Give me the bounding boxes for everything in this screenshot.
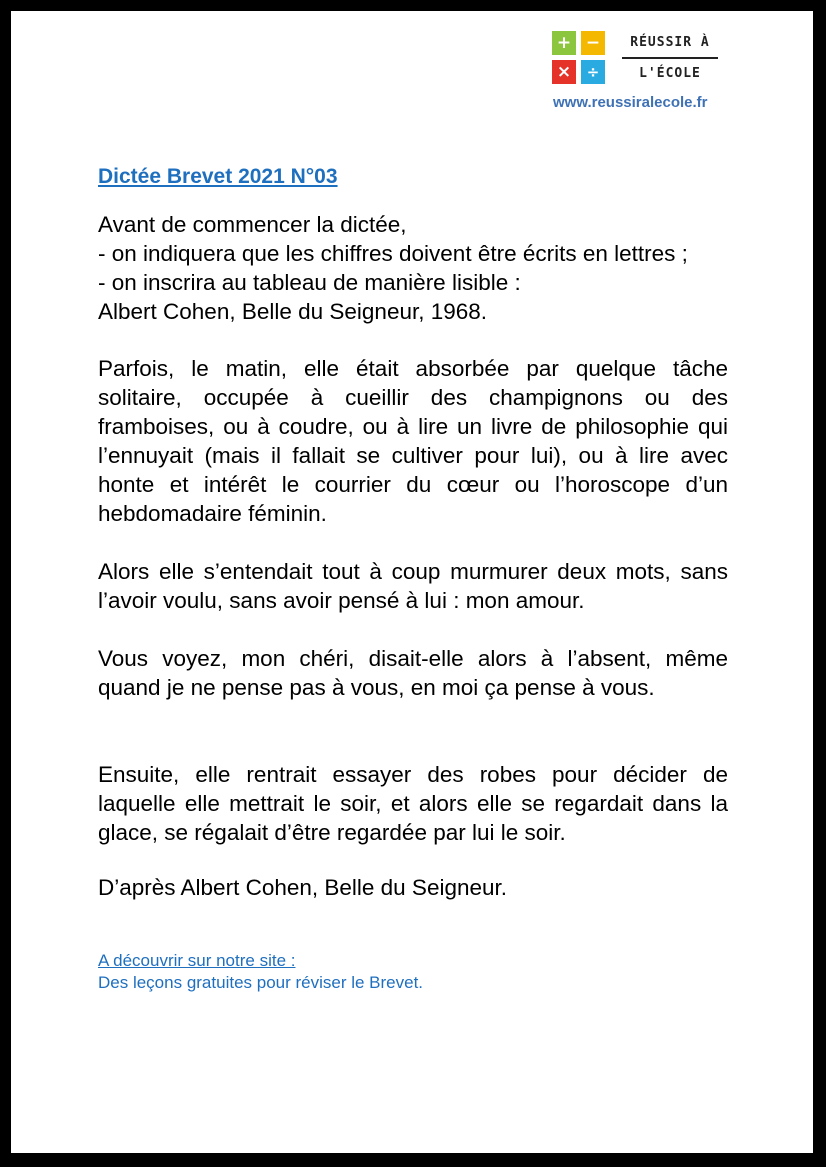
intro-line: Avant de commencer la dictée,	[98, 212, 407, 237]
divide-icon: ÷	[581, 60, 605, 84]
dictation-paragraph: Vous voyez, mon chéri, disait-elle alors à l’absent, même quand je ne pense pas à vous, en moi ça pense à vous.	[98, 646, 728, 700]
minus-icon: −	[581, 31, 605, 55]
brand-line1: RÉUSSIR À	[630, 35, 710, 50]
discover-link[interactable]: A découvrir sur notre site :	[98, 951, 296, 970]
site-url-link[interactable]: www.reussiralecole.fr	[553, 94, 708, 111]
site-logo[interactable]	[552, 31, 752, 113]
multiply-icon: ×	[552, 60, 576, 84]
intro-block	[98, 210, 770, 326]
intro-line: - on inscrira au tableau de manière lisible :	[98, 270, 521, 295]
page-title[interactable]: Dictée Brevet 2021 N°03	[98, 165, 338, 188]
dictation-paragraph: Parfois, le matin, elle était absorbée par quelque tâche solitaire, occupée à cueillir des champignons ou des framboises, ou à coudre, ou à lire un livre de philosophie qui l’ennuyait (mais il fallait se cultiver pour lui), ou à lire avec honte et intérêt le courrier du cœur ou l’horoscope d’un hebdomadaire féminin.	[98, 356, 728, 526]
footer-text: Des leçons gratuites pour réviser le Brevet.	[98, 973, 424, 992]
plus-icon: +	[552, 31, 576, 55]
intro-line: - on indiquera que les chiffres doivent être écrits en lettres ;	[98, 241, 688, 266]
brand-line2: L'ÉCOLE	[639, 66, 701, 81]
logo-tiles	[552, 31, 608, 87]
dictation-paragraph: Alors elle s’entendait tout à coup murmurer deux mots, sans l’avoir voulu, sans avoir pensé à lui : mon amour.	[98, 559, 728, 613]
logo-brand	[622, 33, 718, 84]
brand-divider	[622, 57, 718, 59]
document-page	[11, 11, 813, 1153]
intro-line: Albert Cohen, Belle du Seigneur, 1968.	[98, 299, 488, 324]
source-citation: D’après Albert Cohen, Belle du Seigneur.	[98, 875, 508, 900]
dictation-paragraph: Ensuite, elle rentrait essayer des robes pour décider de laquelle elle mettrait le soir, et alors elle se regardait dans la glace, se régalait d’être regardée par lui le soir.	[98, 762, 728, 845]
